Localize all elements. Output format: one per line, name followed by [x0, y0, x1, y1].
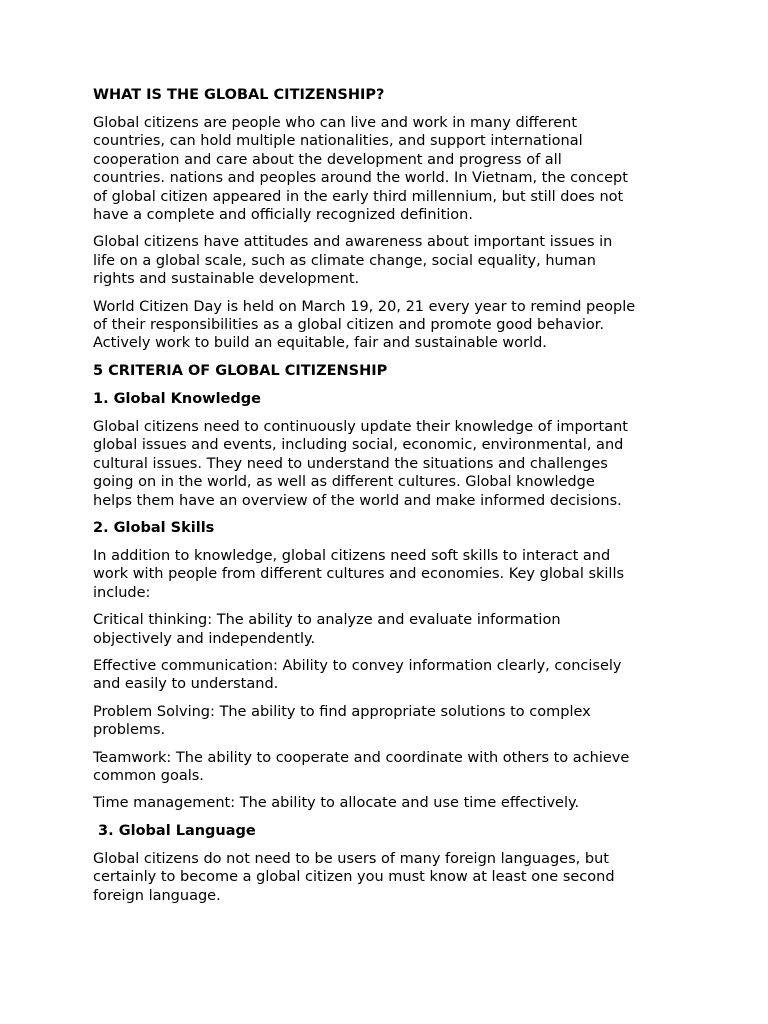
text-line: Global citizens need to continuously update their knowledge of important — [93, 418, 628, 435]
paragraph-time-management — [93, 794, 693, 812]
text-line: In addition to knowledge, global citizens need soft skills to interact and — [93, 547, 611, 564]
heading-what-is-global-citizenship: WHAT IS THE GLOBAL CITIZENSHIP? — [93, 87, 385, 103]
paragraph-definition — [93, 114, 693, 224]
paragraph-global-knowledge — [93, 418, 693, 510]
text-line: rights and sustainable development. — [93, 271, 360, 288]
heading-global-skills: 2. Global Skills — [93, 519, 215, 536]
text-line: work with people from different cultures and economies. Key global skills — [93, 566, 625, 583]
text-line: Critical thinking: The ability to analyze and evaluate information — [93, 612, 561, 629]
text-line: helps them have an overview of the world and make informed decisions. — [93, 492, 622, 509]
paragraph-critical-thinking — [93, 611, 693, 648]
paragraph-world-citizen-day — [93, 298, 693, 353]
text-line: Global citizens are people who can live and work in many different — [93, 115, 578, 131]
text-line: and easily to understand. — [93, 676, 279, 693]
paragraph-effective-communication — [93, 657, 693, 694]
text-line: include: — [93, 584, 151, 601]
text-line: objectively and independently. — [93, 630, 316, 647]
text-line: countries. nations and peoples around the world. In Vietnam, the concept — [93, 170, 628, 187]
text-line: cooperation and care about the development and progress of all — [93, 151, 562, 168]
heading-five-criteria: 5 CRITERIA OF GLOBAL CITIZENSHIP — [93, 362, 388, 379]
text-line: common goals. — [93, 767, 204, 784]
heading-global-language: 3. Global Language — [93, 822, 256, 839]
paragraph-problem-solving — [93, 703, 693, 740]
text-line: Global citizens do not need to be users of many foreign languages, but — [93, 850, 609, 867]
text-line: certainly to become a global citizen you must know at least one second — [93, 869, 615, 886]
text-line: Actively work to build an equitable, fair and sustainable world. — [93, 335, 547, 352]
text-line: countries, can hold multiple nationalities, and support international — [93, 133, 583, 150]
paragraph-global-skills-intro — [93, 547, 693, 602]
text-line: Teamwork: The ability to cooperate and coordinate with others to achieve — [93, 749, 630, 766]
text-line: global issues and events, including social, economic, environmental, and — [93, 437, 624, 454]
text-line: life on a global scale, such as climate change, social equality, human — [93, 252, 596, 269]
text-line: World Citizen Day is held on March 19, 20, 21 every year to remind people — [93, 298, 636, 315]
document-page — [93, 86, 693, 914]
text-line: foreign language. — [93, 887, 221, 904]
paragraph-global-language — [93, 850, 693, 905]
heading-global-knowledge: 1. Global Knowledge — [93, 390, 261, 407]
paragraph-teamwork — [93, 749, 693, 786]
paragraph-attitudes — [93, 233, 693, 288]
text-line: problems. — [93, 722, 166, 739]
text-line: Problem Solving: The ability to find appropriate solutions to complex — [93, 703, 591, 720]
text-line: going on in the world, as well as different cultures. Global knowledge — [93, 474, 595, 491]
text-line: of their responsibilities as a global citizen and promote good behavior. — [93, 317, 604, 334]
text-line: Time management: The ability to allocate and use time effectively. — [93, 795, 580, 812]
text-line: of global citizen appeared in the early third millennium, but still does not — [93, 188, 624, 205]
text-line: have a complete and officially recognized definition. — [93, 207, 473, 224]
text-line: Effective communication: Ability to convey information clearly, concisely — [93, 657, 622, 674]
text-line: cultural issues. They need to understand the situations and challenges — [93, 455, 608, 472]
text-line: Global citizens have attitudes and awareness about important issues in — [93, 234, 613, 251]
